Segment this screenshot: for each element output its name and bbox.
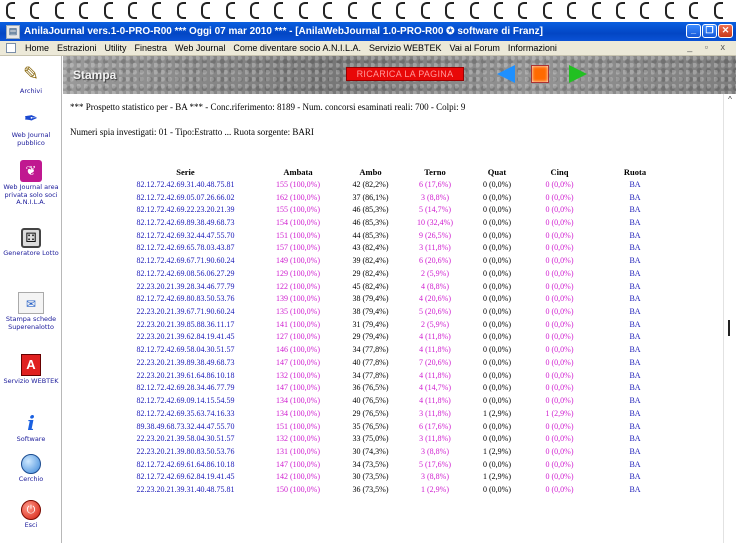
sidebar-item-label: Stampa schede Superenalotto — [5, 315, 57, 331]
cell-ruota: BA — [629, 421, 641, 431]
cell-serie[interactable]: 82.12.72.42.69.65.78.03.43.87 — [136, 243, 235, 253]
cell-cinq: 0 (0,0%) — [545, 205, 574, 215]
restore-icon[interactable]: ❐ — [702, 24, 717, 38]
table-row — [118, 318, 673, 331]
cell-serie[interactable]: 82.12.72.42.69.05.07.26.66.02 — [136, 192, 235, 202]
cell-quat: 0 (0,0%) — [483, 268, 511, 278]
cell-ruota: BA — [629, 230, 641, 240]
cell-terno: 3 (11,8%) — [419, 243, 451, 253]
page-title: Stampa — [73, 68, 117, 82]
cell-serie[interactable]: 82.12.72.42.69.35.63.74.16.33 — [136, 408, 235, 418]
sidebar-item-esci[interactable] — [0, 500, 62, 530]
menu-web-journal[interactable]: Web Journal — [175, 43, 226, 53]
cell-quat: 0 (0,0%) — [483, 218, 511, 228]
spiral-ring — [494, 2, 503, 19]
cell-terno: 4 (11,8%) — [419, 396, 451, 406]
book-icon: ❦ — [20, 160, 42, 182]
cell-ambo: 38 (79,4%) — [352, 294, 389, 304]
app-icon: ▤ — [6, 25, 20, 39]
cell-terno: 4 (11,8%) — [419, 345, 451, 355]
cell-terno: 4 (20,6%) — [419, 294, 451, 304]
cell-cinq: 0 (0,0%) — [545, 307, 574, 317]
cell-ruota: BA — [629, 192, 641, 202]
cell-ambata: 155 (100,0%) — [276, 179, 320, 189]
spiral-ring — [543, 2, 552, 19]
cell-serie[interactable]: 82.12.72.42.69.31.40.48.75.81 — [136, 179, 235, 189]
sidebar-item-label: Archivi — [19, 87, 43, 95]
spiral-ring — [372, 2, 381, 19]
cell-cinq: 0 (0,0%) — [545, 370, 574, 380]
forward-arrow-icon[interactable] — [569, 65, 587, 83]
cell-ambata: 134 (100,0%) — [276, 396, 320, 406]
sidebar-item-label: Generatore Lotto — [3, 249, 59, 257]
table-row — [118, 292, 673, 305]
menu-utility[interactable]: Utility — [104, 43, 127, 53]
cell-ambata: 147 (100,0%) — [276, 459, 320, 469]
cell-cinq: 0 (0,0%) — [545, 319, 574, 329]
cell-cinq: 0 (0,0%) — [545, 294, 574, 304]
cell-cinq: 0 (0,0%) — [545, 485, 574, 495]
sidebar-item-label: Software — [16, 435, 46, 443]
page-banner — [63, 56, 736, 94]
sidebar-item-web-journal-pubblico[interactable] — [0, 108, 62, 147]
cell-quat: 0 (0,0%) — [483, 396, 511, 406]
column-header-ruota: Ruota — [623, 167, 647, 177]
sidebar-item-servizio-webtek[interactable] — [0, 354, 62, 386]
dice-icon: ⚃ — [21, 228, 41, 248]
pen-icon: ✒ — [23, 109, 39, 128]
cell-terno: 3 (8,8%) — [421, 446, 449, 456]
menu-informazioni[interactable]: Informazioni — [507, 43, 557, 53]
cell-ambo: 40 (77,8%) — [352, 357, 389, 367]
column-header-quat: Quat — [487, 167, 507, 177]
cell-serie[interactable]: 82.12.72.42.69.58.04.30.51.57 — [136, 345, 235, 355]
cell-ambo: 36 (73,5%) — [352, 485, 389, 495]
cell-ambo: 45 (82,4%) — [352, 281, 389, 291]
cell-terno: 10 (32,4%) — [417, 218, 453, 228]
cell-terno: 6 (17,6%) — [419, 421, 451, 431]
cell-ambata: 151 (100,0%) — [276, 230, 320, 240]
menu-forum[interactable]: Vai al Forum — [449, 43, 500, 53]
cell-ruota: BA — [629, 218, 641, 228]
cell-ambata: 142 (100,0%) — [276, 472, 320, 482]
cell-ambata: 135 (100,0%) — [276, 307, 320, 317]
cell-ambo: 31 (79,4%) — [352, 319, 389, 329]
cell-ambata: 151 (100,0%) — [276, 421, 320, 431]
cell-terno: 7 (20,6%) — [419, 357, 451, 367]
cell-cinq: 0 (0,0%) — [545, 446, 574, 456]
cell-cinq: 0 (0,0%) — [545, 281, 574, 291]
sidebar-item-generatore-lotto[interactable] — [0, 228, 62, 258]
cell-quat: 0 (0,0%) — [483, 383, 511, 393]
print-icon: ✉ — [18, 292, 44, 314]
spiral-ring — [30, 2, 39, 19]
cell-quat: 0 (0,0%) — [483, 281, 511, 291]
info-icon: i — [27, 411, 35, 435]
cell-cinq: 0 (0,0%) — [545, 192, 574, 202]
cell-terno: 4 (11,8%) — [419, 332, 451, 342]
cell-serie[interactable]: 22.23.20.21.39.31.40.48.75.81 — [136, 485, 235, 495]
spiral-ring — [518, 2, 527, 19]
spiral-ring — [348, 2, 357, 19]
cell-terno: 3 (11,8%) — [419, 434, 451, 444]
table-row — [118, 216, 673, 229]
cell-ambo: 35 (76,5%) — [352, 421, 389, 431]
cell-serie[interactable]: 22.23.20.21.39.28.34.46.77.79 — [136, 281, 235, 291]
cell-ambo: 36 (76,5%) — [352, 383, 389, 393]
table-row — [118, 483, 673, 496]
cell-ambata: 154 (100,0%) — [276, 218, 320, 228]
cell-quat: 0 (0,0%) — [483, 370, 511, 380]
menu-estrazioni[interactable]: Estrazioni — [57, 43, 97, 53]
spiral-ring — [567, 2, 576, 19]
cell-ambata: 139 (100,0%) — [276, 294, 320, 304]
cell-quat: 0 (0,0%) — [483, 205, 511, 215]
cell-ambata: 155 (100,0%) — [276, 205, 320, 215]
cell-ambo: 34 (77,8%) — [352, 345, 389, 355]
cell-quat: 0 (0,0%) — [483, 485, 511, 495]
column-header-cinq: Cinq — [550, 167, 569, 177]
cell-cinq: 0 (0,0%) — [545, 268, 574, 278]
minimize-icon[interactable]: _ — [686, 24, 701, 38]
cell-terno: 5 (17,6%) — [419, 459, 451, 469]
cell-cinq: 0 (0,0%) — [545, 332, 574, 342]
cell-ambo: 38 (79,4%) — [352, 307, 389, 317]
cell-cinq: 0 (0,0%) — [545, 357, 574, 367]
menu-home[interactable]: Home — [25, 43, 50, 53]
cell-ruota: BA — [629, 179, 641, 189]
cell-ambata: 127 (100,0%) — [276, 332, 320, 342]
cell-quat: 0 (0,0%) — [483, 294, 511, 304]
cell-quat: 1 (2,9%) — [483, 408, 511, 418]
cell-ambata: 132 (100,0%) — [276, 370, 320, 380]
cell-serie[interactable]: 82.12.72.42.69.09.14.15.54.59 — [136, 396, 235, 406]
cell-cinq: 0 (0,0%) — [545, 396, 574, 406]
document-icon[interactable] — [6, 43, 16, 53]
cell-terno: 9 (26,5%) — [419, 230, 451, 240]
circle-icon — [21, 454, 41, 474]
cell-terno: 3 (8,8%) — [421, 192, 449, 202]
table-row — [118, 420, 673, 433]
cell-ambo: 30 (74,3%) — [352, 446, 389, 456]
cell-ruota: BA — [629, 485, 641, 495]
cell-cinq: 1 (2,9%) — [545, 408, 574, 418]
menu-servizio-webtek[interactable]: Servizio WEBTEK — [368, 43, 442, 53]
cell-ambata: 150 (100,0%) — [276, 485, 320, 495]
cell-ambata: 131 (100,0%) — [276, 446, 320, 456]
cell-ambo: 30 (73,5%) — [352, 472, 389, 482]
column-header-ambata: Ambata — [283, 167, 313, 177]
spiral-ring — [6, 2, 15, 19]
table-row — [118, 471, 673, 484]
spiral-ring — [274, 2, 283, 19]
spiral-ring — [128, 2, 137, 19]
table-row — [118, 254, 673, 267]
report-parameters-line: Numeri spia investigati: 01 - Tipo:Estratto ... Ruota sorgente: BARI — [70, 127, 314, 137]
cell-ambo: 34 (77,8%) — [352, 370, 389, 380]
cell-ruota: BA — [629, 345, 641, 355]
cell-cinq: 0 (0,0%) — [545, 472, 574, 482]
cell-ruota: BA — [629, 383, 641, 393]
cell-cinq: 0 (0,0%) — [545, 179, 574, 189]
cell-serie[interactable]: 82.12.72.42.69.62.84.19.41.45 — [136, 472, 235, 482]
cell-ambo: 29 (76,5%) — [352, 408, 389, 418]
cell-quat: 1 (2,9%) — [483, 472, 511, 482]
table-row — [118, 445, 673, 458]
cell-ambo: 39 (82,4%) — [352, 256, 389, 266]
cell-terno: 1 (2,9%) — [421, 485, 449, 495]
cell-terno: 5 (14,7%) — [419, 205, 451, 215]
cell-quat: 0 (0,0%) — [483, 307, 511, 317]
cell-serie[interactable]: 82.12.72.42.69.28.34.46.77.79 — [136, 383, 235, 393]
cell-ambo: 42 (82,2%) — [352, 179, 389, 189]
cell-ambata: 146 (100,0%) — [276, 345, 320, 355]
cell-quat: 0 (0,0%) — [483, 434, 511, 444]
sidebar-item-label: Web Journal pubblico — [11, 131, 51, 147]
spiral-ring — [226, 2, 235, 19]
column-header-ambo: Ambo — [359, 167, 382, 177]
spiral-ring — [592, 2, 601, 19]
table-row — [118, 191, 673, 204]
cell-ruota: BA — [629, 319, 641, 329]
cell-terno: 2 (5,9%) — [421, 319, 449, 329]
cell-cinq: 0 (0,0%) — [545, 434, 574, 444]
cell-ambata: 122 (100,0%) — [276, 281, 320, 291]
spiral-ring — [689, 2, 698, 19]
cell-ruota: BA — [629, 256, 641, 266]
close-icon[interactable]: ✕ — [718, 24, 733, 38]
spiral-ring — [616, 2, 625, 19]
statistics-table — [118, 166, 673, 496]
report-content — [63, 94, 723, 543]
cell-ruota: BA — [629, 281, 641, 291]
spiral-ring — [104, 2, 113, 19]
cell-quat: 0 (0,0%) — [483, 179, 511, 189]
pencil-icon: ✎ — [23, 64, 39, 85]
cell-serie[interactable]: 82.12.72.42.69.67.71.90.60.24 — [136, 256, 235, 266]
cell-ruota: BA — [629, 243, 641, 253]
column-header-serie: Serie — [176, 167, 195, 177]
spiral-ring — [445, 2, 454, 19]
spiral-ring — [250, 2, 259, 19]
cell-serie[interactable]: 22.23.20.21.39.85.88.36.11.17 — [136, 319, 235, 329]
spiral-ring — [152, 2, 161, 19]
cell-serie[interactable]: 82.12.72.42.69.22.23.20.21.39 — [136, 205, 235, 215]
spiral-ring — [177, 2, 186, 19]
cell-ambo: 40 (76,5%) — [352, 396, 389, 406]
sidebar-item-label: Servizio WEBTEK — [3, 377, 59, 385]
cell-cinq: 0 (0,0%) — [545, 218, 574, 228]
cell-ambo: 37 (86,1%) — [352, 192, 389, 202]
spiral-ring — [79, 2, 88, 19]
cell-terno: 2 (5,9%) — [421, 268, 449, 278]
cell-ambata: 157 (100,0%) — [276, 243, 320, 253]
spiral-ring — [714, 2, 723, 19]
sidebar-item-archivi[interactable] — [0, 64, 62, 96]
cell-quat: 0 (0,0%) — [483, 357, 511, 367]
mdi-window-controls[interactable]: _ ▫ x — [687, 42, 730, 52]
table-row — [118, 280, 673, 293]
webtek-logo-icon: A — [21, 354, 41, 376]
stop-icon[interactable] — [531, 65, 549, 83]
vertical-scrollbar[interactable] — [723, 94, 736, 543]
spiral-ring — [201, 2, 210, 19]
spiral-ring — [55, 2, 64, 19]
table-row — [118, 229, 673, 242]
cell-ambo: 43 (82,4%) — [352, 243, 389, 253]
cell-ruota: BA — [629, 472, 641, 482]
cell-ambata: 147 (100,0%) — [276, 383, 320, 393]
table-row — [118, 356, 673, 369]
cell-ambata: 134 (100,0%) — [276, 408, 320, 418]
cell-cinq: 0 (0,0%) — [545, 459, 574, 469]
cell-ambo: 29 (82,4%) — [352, 268, 389, 278]
cell-ruota: BA — [629, 357, 641, 367]
cell-ambata: 129 (100,0%) — [276, 268, 320, 278]
cell-ruota: BA — [629, 408, 641, 418]
table-row — [118, 407, 673, 420]
back-arrow-icon[interactable] — [497, 65, 515, 83]
window-title-bar[interactable] — [0, 22, 736, 41]
cell-terno: 3 (11,8%) — [419, 408, 451, 418]
cell-cinq: 0 (0,0%) — [545, 243, 574, 253]
table-body — [118, 178, 673, 496]
reload-page-button[interactable]: RICARICA LA PAGINA — [346, 67, 464, 81]
cell-cinq: 0 (0,0%) — [545, 230, 574, 240]
cell-serie[interactable]: 22.23.20.21.39.61.64.86.10.18 — [136, 370, 235, 380]
cell-serie[interactable]: 82.12.72.42.69.32.44.47.55.70 — [136, 230, 235, 240]
spiral-ring — [323, 2, 332, 19]
sidebar-item-label: Web Journal area privata solo soci A.N.I.L.A. — [3, 183, 59, 206]
cell-serie[interactable]: 22.23.20.21.39.80.83.50.53.76 — [136, 446, 235, 456]
cell-ruota: BA — [629, 332, 641, 342]
cell-ambo: 33 (75,0%) — [352, 434, 389, 444]
cell-serie[interactable]: 22.23.20.21.39.58.04.30.51.57 — [136, 434, 235, 444]
cell-quat: 0 (0,0%) — [483, 332, 511, 342]
menu-finestra[interactable]: Finestra — [134, 43, 168, 53]
cell-ruota: BA — [629, 459, 641, 469]
window-title: AnilaJournal vers.1-0-PRO-R00 *** Oggi 07 mar 2010 *** - [AnilaWebJournal 1.0-PRO-R00 ✪ software di Franz] — [24, 26, 543, 37]
exit-icon: ⏻ — [21, 500, 41, 520]
cell-cinq: 0 (0,0%) — [545, 383, 574, 393]
cell-ambo: 44 (85,3%) — [352, 230, 389, 240]
cell-terno: 4 (8,8%) — [421, 281, 449, 291]
spiral-ring — [299, 2, 308, 19]
table-row — [118, 267, 673, 280]
cell-quat: 0 (0,0%) — [483, 192, 511, 202]
cell-ambo: 46 (85,3%) — [352, 205, 389, 215]
table-row — [118, 458, 673, 471]
cell-ambata: 149 (100,0%) — [276, 256, 320, 266]
report-summary-line: *** Prospetto statistico per - BA *** - Conc.riferimento: 8189 - Num. concorsi esaminati reali: 700 - Colpi: 9 — [70, 102, 466, 112]
cell-ruota: BA — [629, 370, 641, 380]
cell-ambata: 132 (100,0%) — [276, 434, 320, 444]
sidebar-item-stampa-schede[interactable] — [0, 292, 62, 331]
table-row — [118, 343, 673, 356]
cell-serie[interactable]: 82.12.72.42.69.61.64.86.10.18 — [136, 459, 235, 469]
table-row — [118, 331, 673, 344]
cell-ambata: 162 (100,0%) — [276, 192, 320, 202]
cell-cinq: 0 (0,0%) — [545, 256, 574, 266]
table-row — [118, 242, 673, 255]
cell-terno: 6 (20,6%) — [419, 256, 451, 266]
spiral-ring — [470, 2, 479, 19]
spiral-ring — [421, 2, 430, 19]
cell-cinq: 0 (0,0%) — [545, 421, 574, 431]
spiral-ring — [640, 2, 649, 19]
scroll-thumb[interactable] — [728, 320, 730, 336]
table-row — [118, 203, 673, 216]
spiral-ring — [396, 2, 405, 19]
table-row — [118, 305, 673, 318]
cell-quat: 0 (0,0%) — [483, 256, 511, 266]
sidebar-item-cerchio[interactable] — [0, 454, 62, 484]
cell-quat: 0 (0,0%) — [483, 345, 511, 355]
cell-quat: 1 (2,9%) — [483, 446, 511, 456]
cell-quat: 0 (0,0%) — [483, 230, 511, 240]
cell-quat: 0 (0,0%) — [483, 319, 511, 329]
spiral-binding-decoration — [0, 0, 736, 22]
scroll-up-icon[interactable]: ^ — [728, 95, 732, 104]
cell-ruota: BA — [629, 205, 641, 215]
cell-serie[interactable]: 82.12.72.42.69.89.38.49.68.73 — [136, 218, 235, 228]
cell-ruota: BA — [629, 396, 641, 406]
table-row — [118, 382, 673, 395]
table-row — [118, 369, 673, 382]
cell-serie[interactable]: 82.12.72.42.69.80.83.50.53.76 — [136, 294, 235, 304]
sidebar-item-software[interactable] — [0, 412, 62, 444]
column-header-terno: Terno — [424, 167, 446, 177]
table-row — [118, 394, 673, 407]
cell-ruota: BA — [629, 307, 641, 317]
table-header-row — [118, 166, 673, 178]
cell-ambo: 29 (79,4%) — [352, 332, 389, 342]
sidebar-item-web-journal-privata[interactable] — [0, 160, 62, 207]
cell-ambata: 141 (100,0%) — [276, 319, 320, 329]
cell-ruota: BA — [629, 294, 641, 304]
cell-serie[interactable]: 22.23.20.21.39.67.71.90.60.24 — [136, 307, 235, 317]
table-row — [118, 178, 673, 191]
sidebar — [0, 56, 62, 543]
cell-serie[interactable]: 22.23.20.21.39.62.84.19.41.45 — [136, 332, 235, 342]
cell-ambo: 34 (73,5%) — [352, 459, 389, 469]
cell-serie[interactable]: 82.12.72.42.69.08.56.06.27.29 — [136, 268, 235, 278]
table-row — [118, 432, 673, 445]
cell-serie[interactable]: 89.38.49.68.73.32.44.47.55.70 — [136, 421, 235, 431]
cell-terno: 3 (8,8%) — [421, 472, 449, 482]
menu-diventare-socio[interactable]: Come diventare socio A.N.I.L.A. — [233, 43, 361, 53]
cell-ruota: BA — [629, 446, 641, 456]
menu-bar — [0, 41, 736, 56]
cell-quat: 0 (0,0%) — [483, 421, 511, 431]
cell-ruota: BA — [629, 434, 641, 444]
cell-ambo: 46 (85,3%) — [352, 218, 389, 228]
cell-ruota: BA — [629, 268, 641, 278]
cell-serie[interactable]: 22.23.20.21.39.89.38.49.68.73 — [136, 357, 235, 367]
spiral-ring — [665, 2, 674, 19]
cell-quat: 0 (0,0%) — [483, 459, 511, 469]
sidebar-item-label: Cerchio — [18, 475, 44, 483]
cell-cinq: 0 (0,0%) — [545, 345, 574, 355]
sidebar-item-label: Esci — [24, 521, 38, 529]
cell-terno: 4 (14,7%) — [419, 383, 451, 393]
cell-terno: 5 (20,6%) — [419, 307, 451, 317]
cell-terno: 4 (11,8%) — [419, 370, 451, 380]
cell-terno: 6 (17,6%) — [419, 179, 451, 189]
cell-ambata: 147 (100,0%) — [276, 357, 320, 367]
cell-quat: 0 (0,0%) — [483, 243, 511, 253]
